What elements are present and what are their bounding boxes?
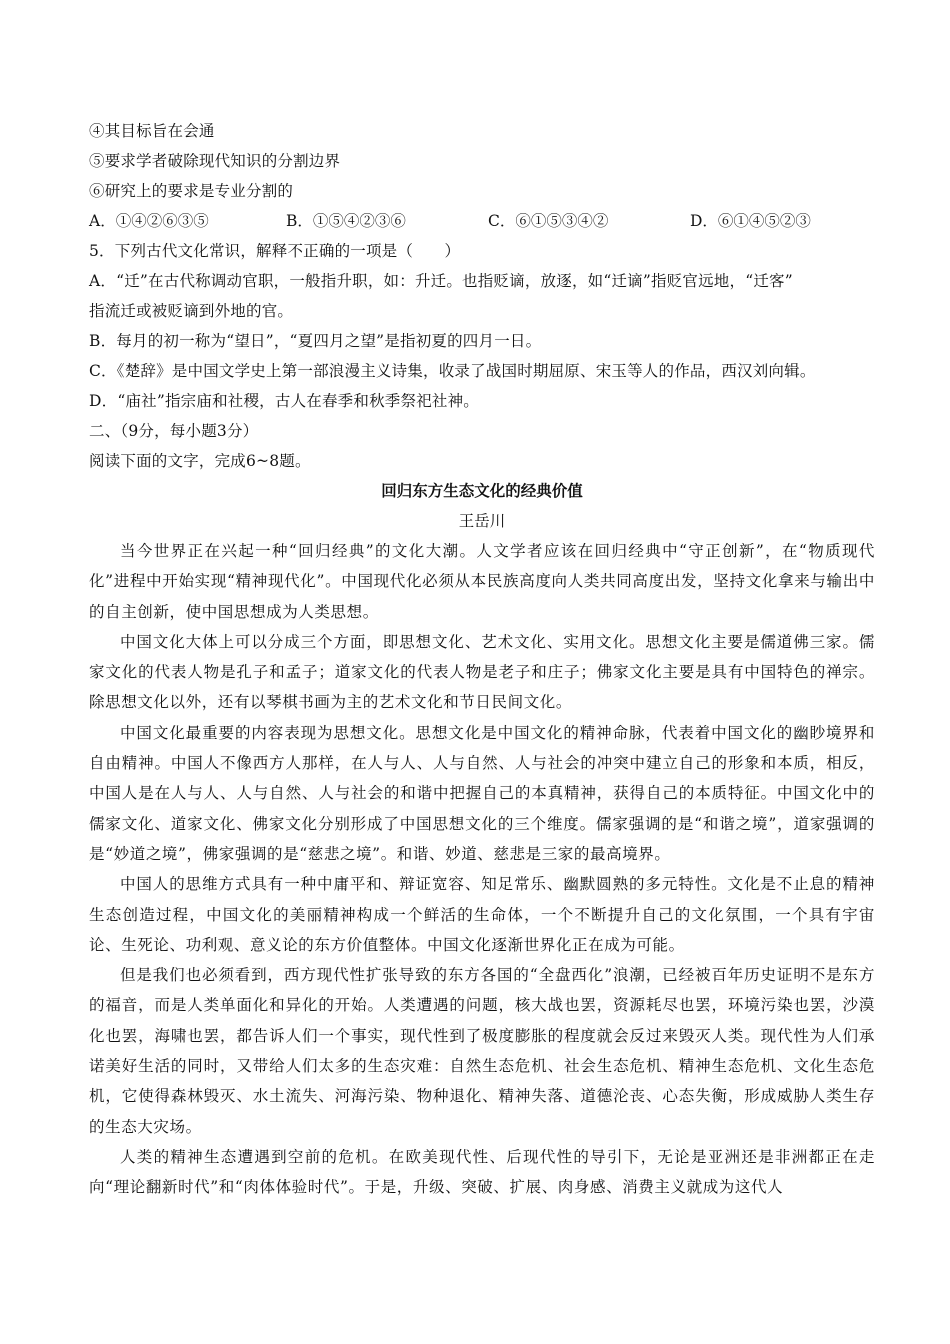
- article-paragraph: 中国文化最重要的内容表现为思想文化。思想文化是中国文化的精神命脉，代表着中国文化的幽眇境界和自由精神。中国人不像西方人那样，在人与人、人与自然、人与社会的冲突中建立自己的形象和本质，相反，中国人是在人与人、人与自然、人与社会的和谐中把握自己的本真精神，获得自己的本质特征。中国文化中的儒家文化、道家文化、佛家文化分别形成了中国思想文化的三个维度。儒家强调的是“和谐之境”，道家强调的是“妙道之境”，佛家强调的是“慈悲之境”。和谐、妙道、慈悲是三家的最高境界。: [89, 723, 875, 863]
- question-5-stem: 5．下列古代文化常识，解释不正确的一项是（ ）: [89, 242, 461, 260]
- section-2-instruction: 阅读下面的文字，完成6~8题。: [89, 452, 311, 470]
- question-5-option-b: B．每月的初一称为“望日”，“夏四月之望”是指初夏的四月一日。: [89, 332, 542, 350]
- question-5-option-d: D．“庙社”指宗庙和社稷，古人在春季和秋季祭祀社神。: [89, 392, 479, 410]
- question-5-option-c: C．《楚辞》是中国文学史上第一部浪漫主义诗集，收录了战国时期屈原、宋玉等人的作品，西汉刘向辑。: [89, 362, 816, 380]
- article-paragraph: 中国人的思维方式具有一种中庸平和、辩证宽容、知足常乐、幽默圆熟的多元特性。文化是不止息的精神生态创造过程，中国文化的美丽精神构成一个鲜活的生命体，一个不断提升自己的文化氛围，一个具有宇宙论、生死论、功利观、意义论的东方价值整体。中国文化逐渐世界化正在成为可能。: [89, 875, 875, 954]
- sequence-item-5: ⑤要求学者破除现代知识的分割边界: [89, 152, 341, 170]
- article-author: 王岳川: [458, 512, 506, 530]
- article-paragraph: 中国文化大体上可以分成三个方面，即思想文化、艺术文化、实用文化。思想文化主要是儒道佛三家。儒家文化的代表人物是孔子和孟子；道家文化的代表人物是老子和庄子；佛家文化主要是具有中国特色的禅宗。除思想文化以外，还有以琴棋书画为主的艺术文化和节日民间文化。: [89, 632, 875, 712]
- article-paragraph: 人类的精神生态遭遇到空前的危机。在欧美现代性、后现代性的导引下，无论是亚洲还是非洲都正在走向“理论翻新时代”和“肉体体验时代”。于是，升级、突破、扩展、肉身感、消费主义就成为这代人: [89, 1147, 875, 1197]
- article-paragraph: 但是我们也必须看到，西方现代性扩张导致的东方各国的“全盘西化”浪潮，已经被百年历史证明不是东方的福音，而是人类单面化和异化的开始。人类遭遇的问题，核大战也罢，资源耗尽也罢，环境污染也罢，沙漠化也罢，海啸也罢，都告诉人们一个事实，现代性到了极度膨胀的程度就会反过来毁灭人类。现代性为人们承诺美好生活的同时，又带给人们太多的生态灾难：自然生态危机、社会生态危机、精神生态危机、文化生态危机，它使得森林毁灭、水土流失、河海污染、物种退化、精神失落、道德沦丧、心态失衡，形成威胁人类生存的生态大灾场。: [89, 966, 875, 1136]
- option-b: B．①⑤④②③⑥: [286, 212, 406, 230]
- section-2-heading: 二、（9分，每小题3分）: [89, 422, 259, 440]
- article-title: 回归东方生态文化的经典价值: [381, 481, 583, 500]
- option-d: D．⑥①④⑤②③: [690, 212, 811, 230]
- option-a: A．①④②⑥③⑤: [89, 212, 209, 230]
- question-5-option-a-line1: A．“迁”在古代称调动官职，一般指升职，如：升迁。也指贬谪，放逐，如“迁谪”指贬官远地，“迁客”: [89, 272, 793, 290]
- sequence-item-4: ④其目标旨在会通: [89, 122, 215, 140]
- sequence-item-6: ⑥研究上的要求是专业分割的: [89, 182, 294, 200]
- option-c: C．⑥①⑤③④②: [488, 212, 609, 230]
- exam-page: [89, 116, 875, 1203]
- question-4-options: [89, 206, 875, 236]
- article-paragraph: 当今世界正在兴起一种“回归经典”的文化大潮。人文学者应该在回归经典中“守正创新”，在“物质现代化”进程中开始实现“精神现代化”。中国现代化必须从本民族高度向人类共同高度出发，坚持文化拿来与输出中的自主创新，使中国思想成为人类思想。: [89, 542, 875, 621]
- question-5-option-a-line2: 指流迁或被贬谪到外地的官。: [89, 302, 294, 320]
